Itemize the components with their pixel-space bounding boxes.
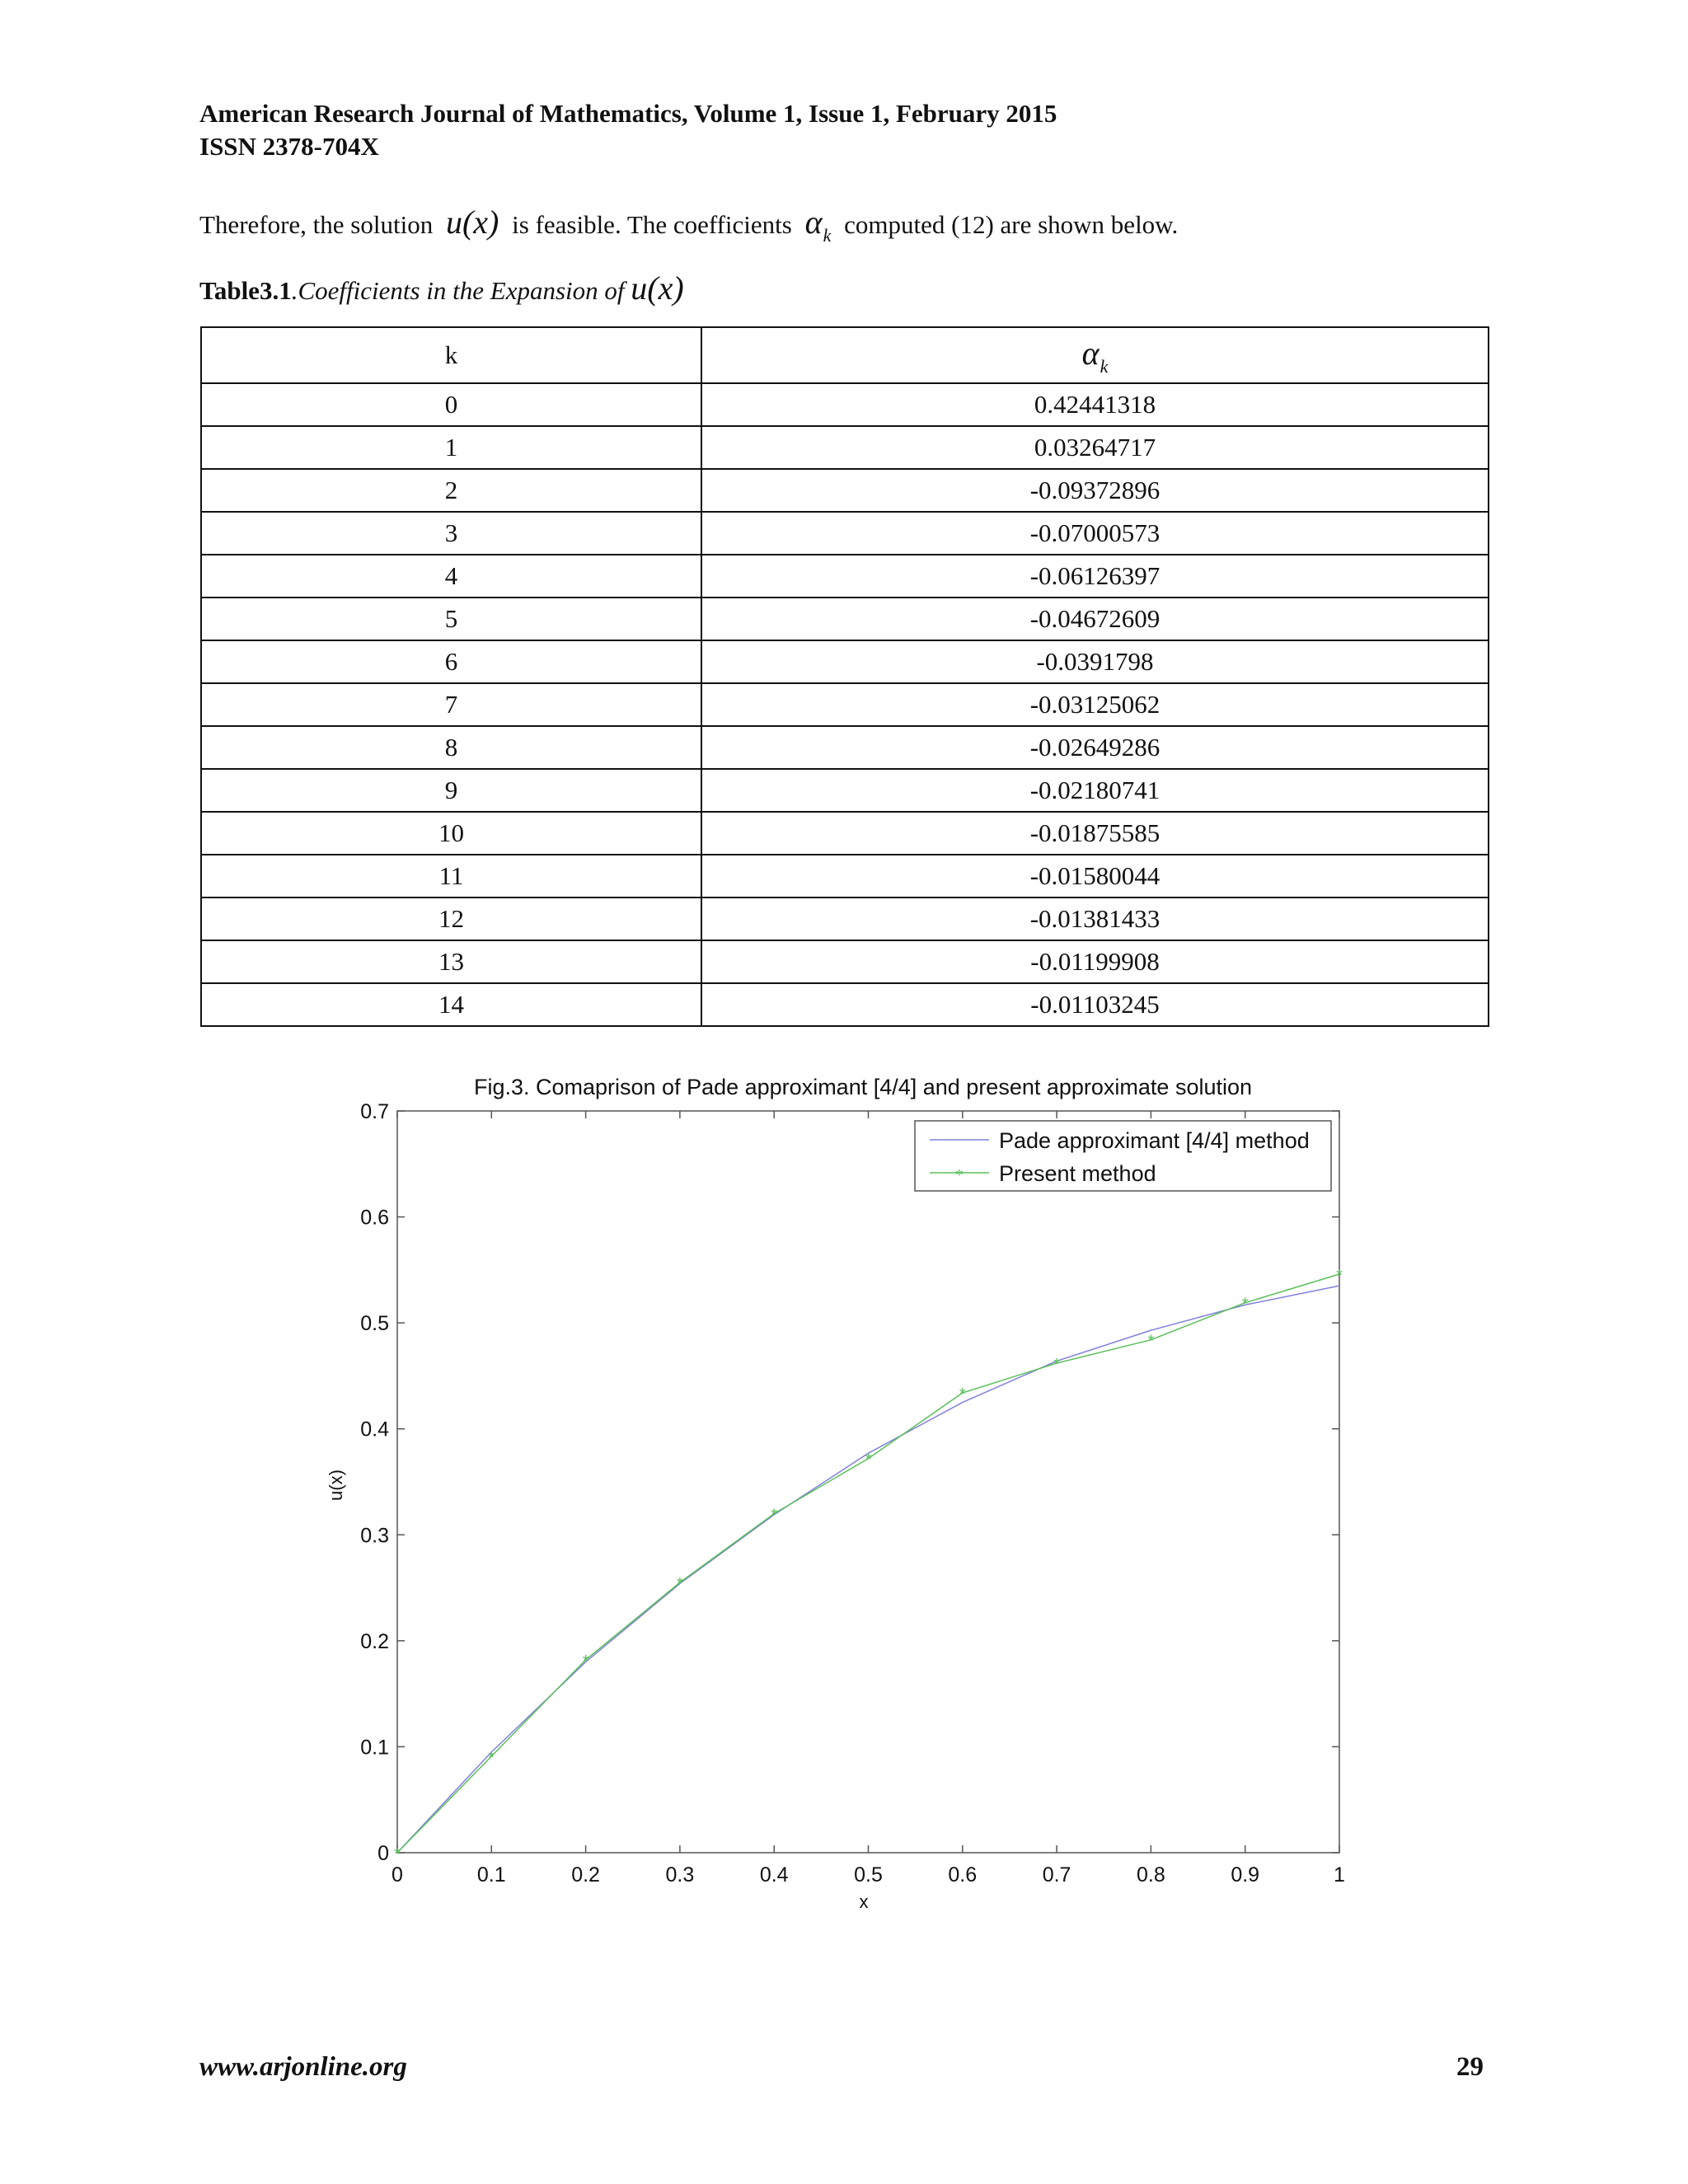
table-row bbox=[201, 726, 1489, 769]
x-tick-label: 1 bbox=[1334, 1863, 1345, 1886]
series-point: * bbox=[394, 1845, 401, 1863]
y-tick-label: 0.5 bbox=[360, 1312, 389, 1336]
table-caption bbox=[199, 265, 684, 314]
paragraph-text-2: is feasible. The coefficients bbox=[512, 210, 792, 239]
cell-k: 11 bbox=[201, 855, 701, 898]
x-tick-label: 0.9 bbox=[1231, 1863, 1260, 1886]
x-tick-label: 0.4 bbox=[759, 1863, 789, 1886]
paragraph-text-3: computed (12) are shown below. bbox=[844, 210, 1179, 239]
cell-k: 1 bbox=[201, 426, 701, 469]
table-row bbox=[201, 555, 1489, 598]
cell-k: 9 bbox=[201, 769, 701, 812]
table-body bbox=[201, 383, 1489, 1026]
column-header-alpha: $\alpha_k$ bbox=[701, 327, 1489, 383]
cell-alpha: -0.0391798 bbox=[701, 640, 1489, 683]
comparison-chart bbox=[0, 1063, 1688, 1937]
page-header bbox=[199, 97, 1057, 163]
cell-alpha: -0.01381433 bbox=[701, 898, 1489, 940]
cell-alpha: -0.07000573 bbox=[701, 512, 1489, 555]
cell-alpha: 0.03264717 bbox=[701, 426, 1489, 469]
x-tick-label: 0.2 bbox=[571, 1863, 600, 1886]
cell-k: 14 bbox=[201, 983, 701, 1026]
table-row bbox=[201, 683, 1489, 726]
table-row bbox=[201, 469, 1489, 512]
cell-alpha: -0.06126397 bbox=[701, 555, 1489, 598]
chart-title: Fig.3. Comaprison of Pade approximant [4/4] and present approximate solution bbox=[473, 1075, 1253, 1099]
issn-line: ISSN 2378-704X bbox=[199, 132, 379, 161]
table-row bbox=[201, 426, 1489, 469]
cell-alpha: -0.03125062 bbox=[701, 683, 1489, 726]
cell-alpha: -0.04672609 bbox=[701, 598, 1489, 640]
page-number: 29 bbox=[1456, 2052, 1484, 2082]
series-point: * bbox=[677, 1575, 683, 1594]
x-tick-label: 0.6 bbox=[948, 1863, 978, 1886]
table-row bbox=[201, 898, 1489, 940]
y-tick-label: 0.6 bbox=[360, 1206, 389, 1230]
x-tick-label: 0.3 bbox=[665, 1863, 695, 1886]
y-tick-label: 0.3 bbox=[360, 1524, 389, 1548]
table-row bbox=[201, 598, 1489, 640]
table-row bbox=[201, 983, 1489, 1026]
cell-k: 5 bbox=[201, 598, 701, 640]
cell-alpha: -0.02649286 bbox=[701, 726, 1489, 769]
cell-k: 8 bbox=[201, 726, 701, 769]
cell-alpha: -0.01875585 bbox=[701, 812, 1489, 855]
alpha-subscript: k bbox=[823, 225, 832, 246]
series-point: * bbox=[959, 1385, 966, 1404]
u-symbol: u(x) bbox=[445, 204, 499, 241]
y-axis-label: u(x) bbox=[326, 1469, 346, 1501]
cell-alpha: -0.09372896 bbox=[701, 469, 1489, 512]
legend-label-pade: Pade approximant [4/4] method bbox=[999, 1128, 1310, 1153]
table-label: Table3.1 bbox=[199, 276, 292, 305]
journal-line: American Research Journal of Mathematics, Volume 1, Issue 1, February 2015 bbox=[199, 99, 1057, 128]
series-point: * bbox=[1241, 1295, 1249, 1314]
table-row bbox=[201, 769, 1489, 812]
cell-k: 10 bbox=[201, 812, 701, 855]
legend-label-present: Present method bbox=[999, 1161, 1156, 1186]
y-tick-label: 0.7 bbox=[360, 1100, 389, 1123]
series-point: * bbox=[582, 1652, 589, 1671]
cell-alpha: -0.01199908 bbox=[701, 940, 1489, 983]
series-point: * bbox=[488, 1749, 495, 1767]
caption-u-symbol: u(x) bbox=[631, 269, 684, 307]
cell-k: 4 bbox=[201, 555, 701, 598]
x-tick-label: 0.5 bbox=[854, 1863, 883, 1886]
table-row bbox=[201, 855, 1489, 898]
alpha-symbol: α bbox=[804, 204, 823, 241]
footer-website: www.arjonline.org bbox=[199, 2052, 407, 2082]
table-title: .Coefficients in the Expansion of bbox=[291, 276, 625, 305]
cell-k: 6 bbox=[201, 640, 701, 683]
paragraph-text-1: Therefore, the solution bbox=[199, 210, 434, 239]
series-point: * bbox=[1336, 1267, 1343, 1285]
series-point: * bbox=[771, 1506, 778, 1525]
body-paragraph bbox=[199, 199, 1178, 259]
cell-k: 3 bbox=[201, 512, 701, 555]
x-tick-label: 0.8 bbox=[1137, 1863, 1165, 1886]
table-row bbox=[201, 512, 1489, 555]
x-tick-label: 0.1 bbox=[476, 1863, 506, 1886]
y-tick-label: 0.1 bbox=[360, 1736, 389, 1760]
table-row bbox=[201, 940, 1489, 983]
cell-k: 2 bbox=[201, 469, 701, 512]
table-row bbox=[201, 383, 1489, 426]
cell-k: 13 bbox=[201, 940, 701, 983]
y-tick-label: 0.4 bbox=[360, 1418, 389, 1441]
cell-alpha: -0.01103245 bbox=[701, 983, 1489, 1026]
cell-alpha: -0.02180741 bbox=[701, 769, 1489, 812]
table-row bbox=[201, 640, 1489, 683]
y-tick-label: 0 bbox=[377, 1842, 389, 1865]
plot-area-frame bbox=[397, 1111, 1339, 1853]
cell-k: 7 bbox=[201, 683, 701, 726]
table-header-row bbox=[201, 327, 1489, 383]
series-point: * bbox=[1053, 1356, 1060, 1374]
y-tick-label: 0.2 bbox=[360, 1629, 389, 1653]
x-tick-label: 0 bbox=[392, 1863, 403, 1886]
coefficients-table bbox=[200, 326, 1489, 1027]
cell-k: 12 bbox=[201, 898, 701, 940]
cell-alpha: -0.01580044 bbox=[701, 855, 1489, 898]
x-tick-label: 0.7 bbox=[1042, 1863, 1071, 1886]
series-point: * bbox=[1147, 1332, 1155, 1351]
x-axis-label: x bbox=[859, 1891, 869, 1912]
legend-marker-present: * bbox=[955, 1166, 964, 1184]
series-point: * bbox=[865, 1451, 872, 1469]
chart-legend bbox=[915, 1121, 1331, 1191]
table-row bbox=[201, 812, 1489, 855]
cell-alpha: 0.42441318 bbox=[701, 383, 1489, 426]
cell-k: 0 bbox=[201, 383, 701, 426]
column-header-k: k bbox=[201, 327, 701, 383]
